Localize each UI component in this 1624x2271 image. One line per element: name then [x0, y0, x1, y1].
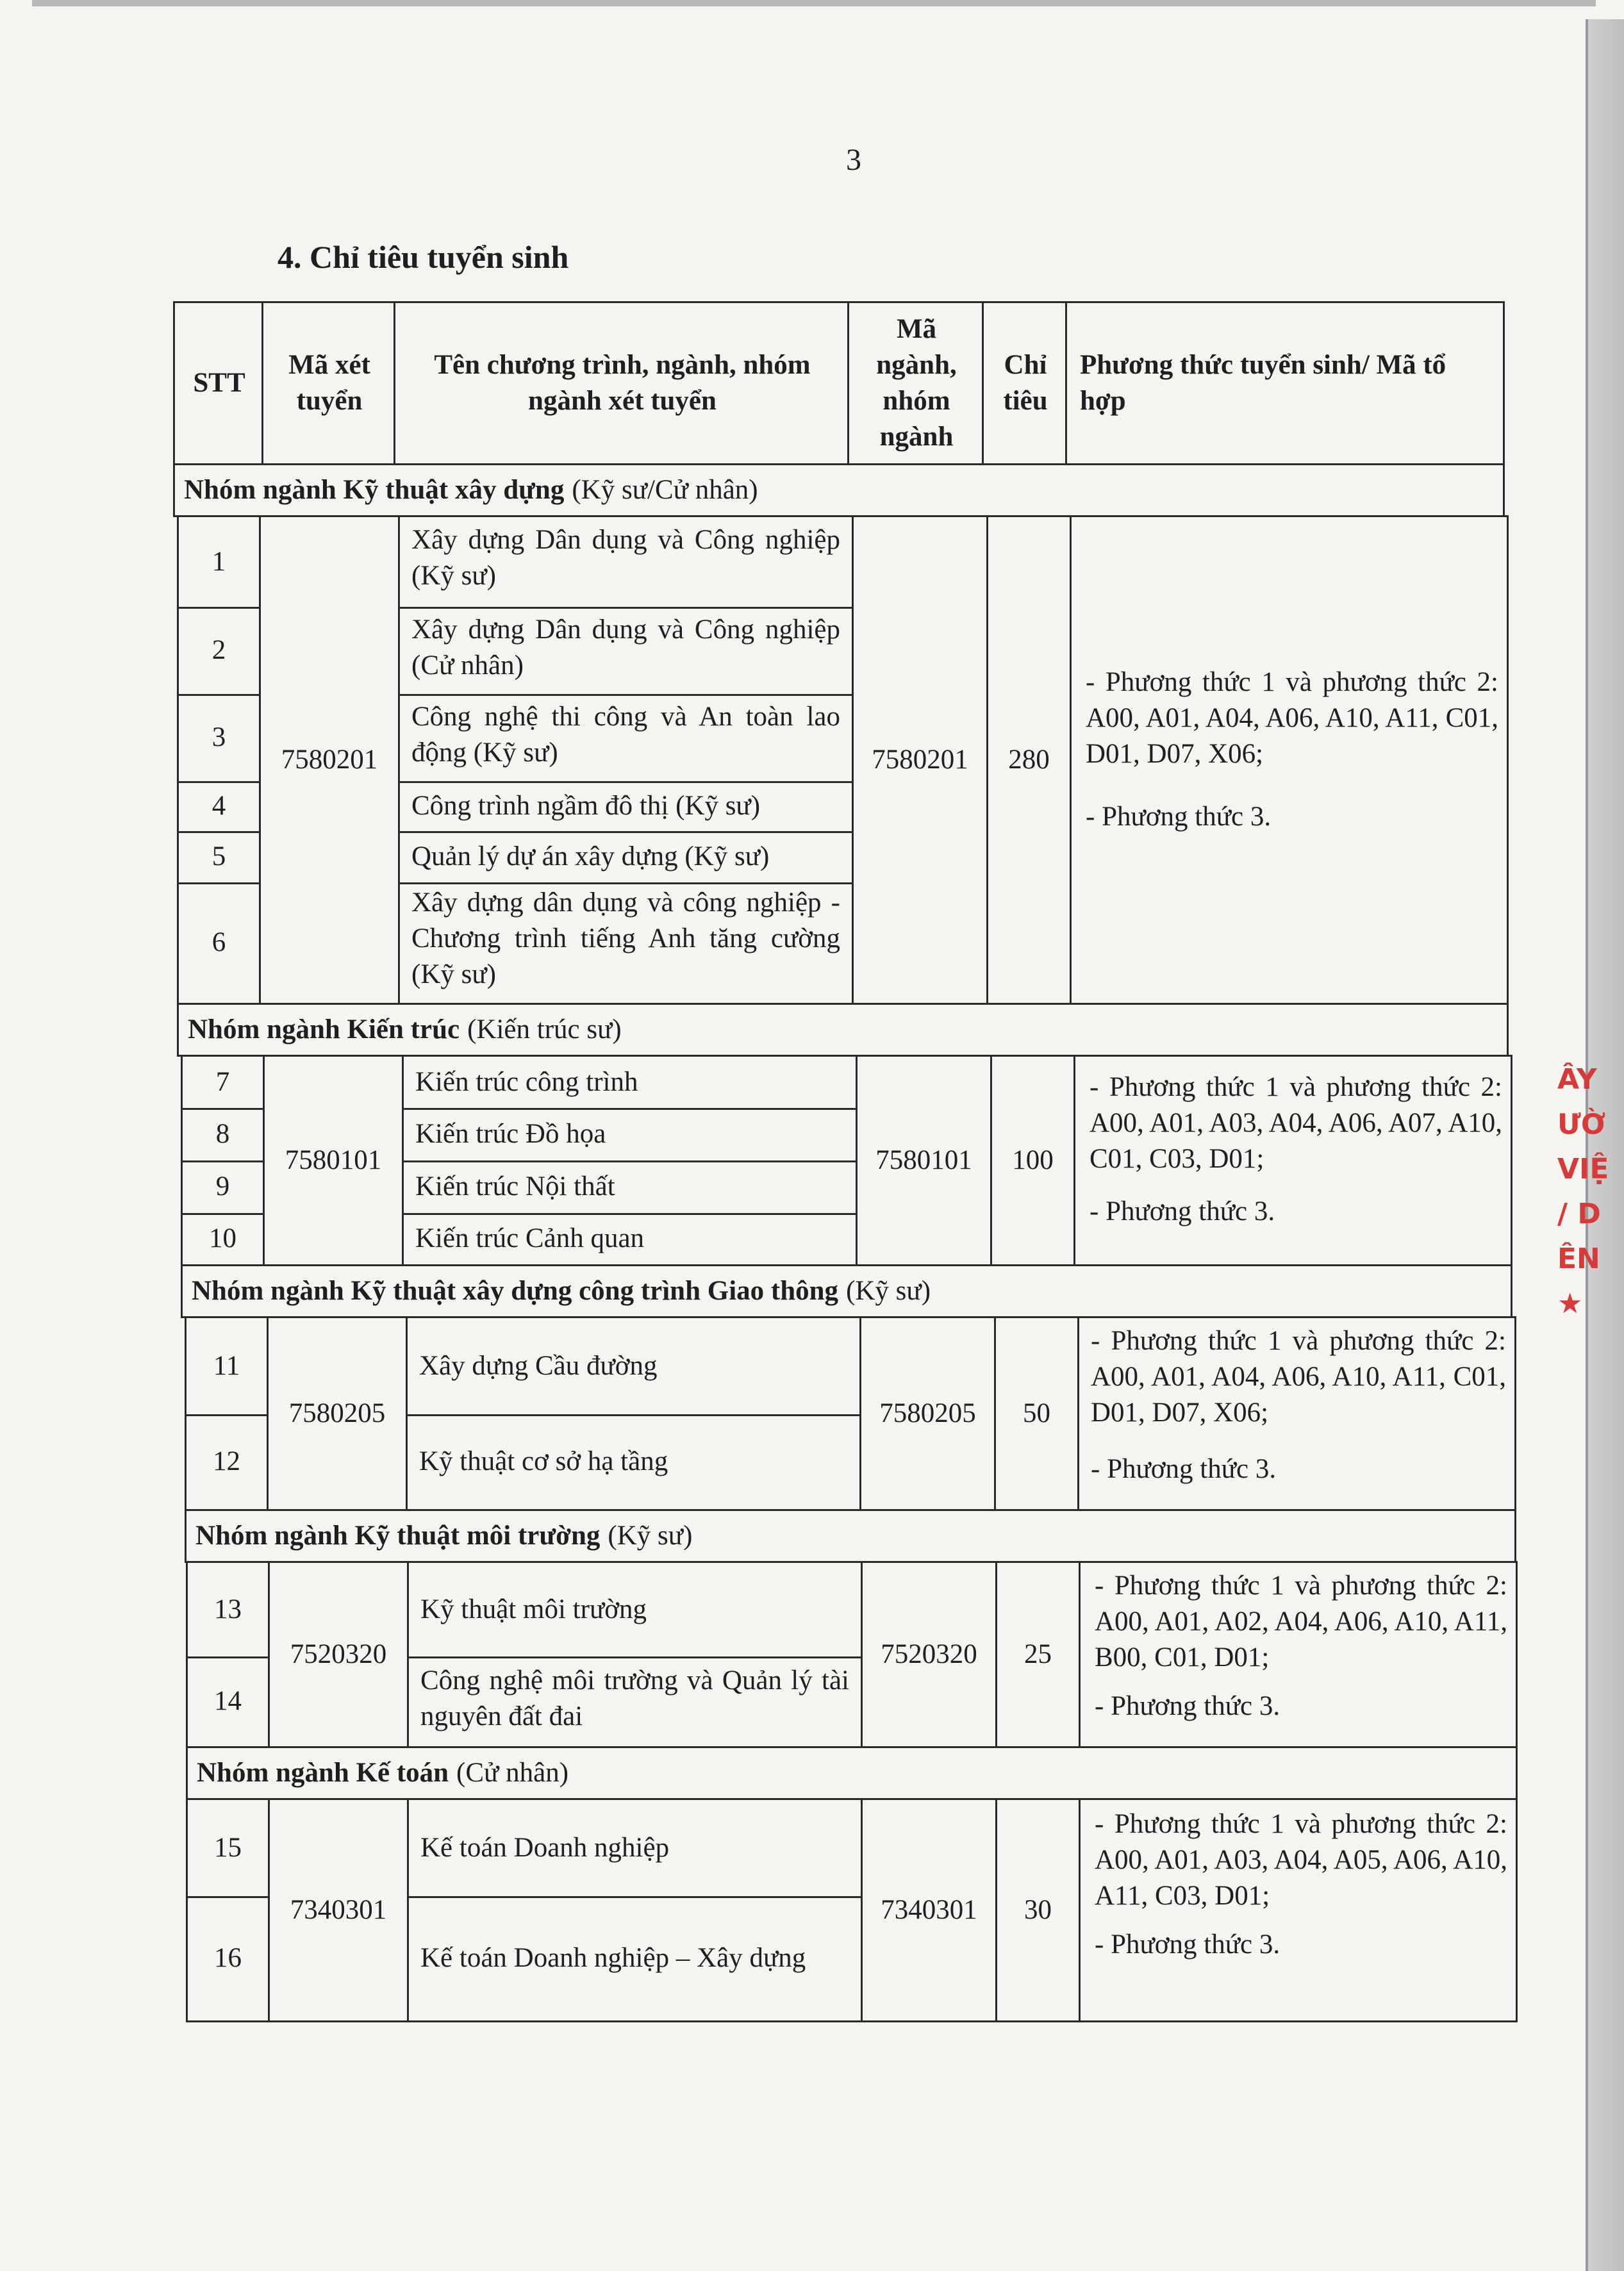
red-stamp: ÂY ƯỜ VIỆ / D ÊN ★	[1557, 1057, 1602, 1339]
scan-edge-top	[32, 0, 1596, 6]
chi-tieu: 280	[1008, 745, 1050, 775]
page-number: 3	[846, 143, 861, 177]
program-name: Kiến trúc Đồ họa	[415, 1119, 606, 1149]
table-row-stt: 6	[211, 927, 226, 957]
program-name: Xây dựng Dân dụng và Công nghiệp (Kỹ sư)	[411, 525, 840, 591]
method-2: - Phương thức 3.	[1090, 1196, 1275, 1226]
group-body	[186, 1561, 1518, 1748]
method-2: - Phương thức 3.	[1095, 1691, 1280, 1721]
group-title: Nhóm ngành Kiến trúc	[188, 1014, 460, 1045]
table-row-stt: 14	[214, 1686, 242, 1716]
table-row-stt: 16	[214, 1943, 242, 1973]
ma-nganh: 7580201	[872, 745, 968, 775]
group-title: Nhóm ngành Kế toán	[197, 1758, 449, 1788]
program-name: Kỹ thuật môi trường	[420, 1594, 647, 1624]
method-1: - Phương thức 1 và phương thức 2: A00, A01, A04, A06, A10, A11, C01, D01, D07, X06;	[1086, 667, 1498, 769]
program-name: Công nghệ thi công và An toàn lao động (Kỹ sư)	[411, 702, 840, 768]
group-row	[185, 1509, 1516, 1563]
ma-xet-tuyen: 7580101	[285, 1145, 382, 1175]
chi-tieu: 50	[1023, 1398, 1050, 1428]
chi-tieu: 30	[1024, 1895, 1052, 1925]
program-name: Xây dựng dân dụng và công nghiệp - Chương trình tiếng Anh tăng cường (Kỹ sư)	[411, 888, 840, 989]
header-chi-tieu: Chỉ tiêu	[1003, 350, 1048, 416]
program-name: Kế toán Doanh nghiệp – Xây dựng	[420, 1943, 806, 1973]
table-row-stt: 2	[211, 635, 226, 665]
table-row-stt: 10	[209, 1223, 236, 1253]
star-icon: ★	[1557, 1287, 1583, 1320]
group-title: Nhóm ngành Kỹ thuật xây dựng	[184, 475, 565, 505]
table-row-stt: 4	[211, 791, 226, 821]
table-row-stt: 1	[211, 547, 226, 577]
program-name: Xây dựng Cầu đường	[419, 1351, 658, 1381]
table-row-stt: 9	[215, 1171, 230, 1202]
group-body	[181, 1055, 1512, 1266]
header-ma-xet-tuyen: Mã xét tuyển	[288, 350, 370, 416]
group-body	[186, 1798, 1518, 2022]
table-row-stt: 12	[213, 1446, 240, 1476]
method-1: - Phương thức 1 và phương thức 2: A00, A01, A04, A06, A10, A11, C01, D01, D07, X06;	[1091, 1326, 1506, 1428]
program-name: Kiến trúc công trình	[415, 1067, 638, 1097]
header-ma-nganh: Mã ngành, nhóm ngành	[876, 314, 957, 452]
program-name: Xây dựng Dân dụng và Công nghiệp (Cử nhân)	[411, 615, 840, 681]
method-2: - Phương thức 3.	[1091, 1454, 1277, 1484]
ma-nganh: 7580205	[879, 1398, 976, 1428]
ma-xet-tuyen: 7580201	[281, 745, 378, 775]
ma-xet-tuyen: 7340301	[290, 1895, 387, 1925]
method-2: - Phương thức 3.	[1086, 802, 1272, 832]
group-suffix: (Cử nhân)	[456, 1758, 569, 1788]
ma-xet-tuyen: 7580205	[288, 1398, 386, 1428]
table-row-stt: 11	[213, 1351, 240, 1381]
ma-nganh: 7340301	[881, 1895, 977, 1925]
program-name: Quản lý dự án xây dựng (Kỹ sư)	[411, 841, 770, 871]
program-name: Kiến trúc Nội thất	[415, 1171, 615, 1202]
group-row	[173, 463, 1505, 517]
section-title: 4. Chỉ tiêu tuyển sinh	[278, 239, 569, 275]
header-phuong-thuc: Phương thức tuyển sinh/ Mã tổ hợp	[1080, 350, 1446, 416]
group-title: Nhóm ngành Kỹ thuật môi trường	[195, 1521, 601, 1551]
table-row-stt: 3	[211, 722, 226, 752]
ma-nganh: 7580101	[875, 1145, 972, 1175]
program-name: Kiến trúc Cảnh quan	[415, 1223, 645, 1253]
table-header	[173, 301, 1505, 465]
table-row-stt: 13	[214, 1594, 242, 1624]
program-name: Công trình ngầm đô thị (Kỹ sư)	[411, 791, 761, 821]
group-body	[185, 1316, 1516, 1511]
method-2: - Phương thức 3.	[1095, 1929, 1280, 1960]
group-row	[177, 1003, 1509, 1057]
program-name: Kỹ thuật cơ sở hạ tầng	[419, 1446, 668, 1476]
group-row	[181, 1264, 1512, 1318]
table-row-stt: 7	[215, 1067, 230, 1097]
ma-xet-tuyen: 7520320	[290, 1639, 387, 1669]
ma-nganh: 7520320	[881, 1639, 977, 1669]
program-name: Công nghệ môi trường và Quản lý tài nguyên đất đai	[420, 1665, 849, 1731]
header-stt: STT	[193, 368, 245, 398]
method-1: - Phương thức 1 và phương thức 2: A00, A01, A03, A04, A05, A06, A10, A11, C03, D01;	[1095, 1809, 1507, 1911]
table-row-stt: 8	[215, 1119, 230, 1149]
header-ten-chuong-trinh: Tên chương trình, ngành, nhóm ngành xét tuyển	[434, 350, 811, 416]
table-row-stt: 5	[211, 841, 226, 871]
group-suffix: (Kỹ sư)	[608, 1521, 693, 1551]
table-row-stt: 15	[214, 1833, 242, 1863]
method-1: - Phương thức 1 và phương thức 2: A00, A01, A03, A04, A06, A07, A10, C01, C03, D01;	[1090, 1072, 1502, 1174]
group-row	[186, 1746, 1518, 1800]
group-body	[177, 515, 1509, 1005]
group-title: Nhóm ngành Kỹ thuật xây dựng công trình Giao thông	[192, 1276, 839, 1306]
group-suffix: (Kỹ sư)	[846, 1276, 931, 1306]
program-name: Kế toán Doanh nghiệp	[420, 1833, 670, 1863]
group-suffix: (Kiến trúc sư)	[467, 1014, 622, 1045]
group-suffix: (Kỹ sư/Cử nhân)	[572, 475, 758, 505]
method-1: - Phương thức 1 và phương thức 2: A00, A01, A02, A04, A06, A10, A11, B00, C01, D01;	[1095, 1571, 1507, 1672]
chi-tieu: 100	[1012, 1145, 1054, 1175]
chi-tieu: 25	[1024, 1639, 1052, 1669]
